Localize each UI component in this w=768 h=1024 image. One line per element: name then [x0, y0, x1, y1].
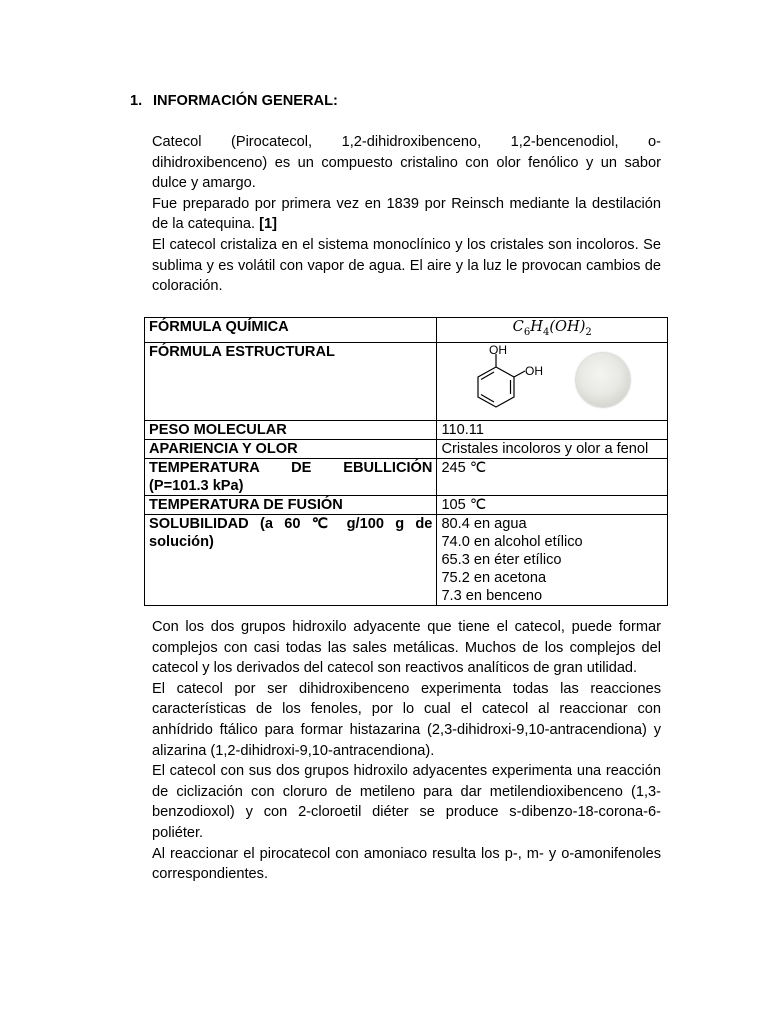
- intro-paragraph-1: Catecol (Pirocatecol, 1,2-dihidroxibenceno, 1,2-bencenodiol, o-dihidroxibenceno) es un compuesto cristalino con olor fenólico y un sabor dulce y amargo.: [152, 134, 661, 192]
- formula-h-sub: 4: [542, 326, 550, 338]
- double-bond: [481, 372, 494, 380]
- melting-value: 105 ℃: [437, 495, 668, 514]
- formula-value: [437, 318, 668, 343]
- table-row: [145, 458, 668, 495]
- oh-bond-right: [514, 371, 525, 377]
- solubility-item: 80.4 en agua: [441, 515, 527, 532]
- solubility-item: 75.2 en acetona: [441, 569, 547, 586]
- mw-value: 110.11: [437, 420, 668, 439]
- formula-oh-sub: 2: [585, 326, 592, 338]
- structure-cell: [437, 342, 668, 420]
- appearance-label: APARIENCIA Y OLOR: [145, 439, 437, 458]
- body-paragraph-3: El catecol con sus dos grupos hidroxilo adyacentes experimenta una reacción de ciclización con cloruro de metileno para dar metilendioxibenceno (1,3-benzodioxol) y con 2-cloroetil diéter se produce s-dibenzo-18-corona-6-poliéter.: [152, 763, 661, 841]
- powder-sample-image: [576, 353, 630, 407]
- solubility-values: [437, 514, 668, 605]
- table-row: [145, 342, 668, 420]
- intro-paragraph-3: El catecol cristaliza en el sistema monoclínico y los cristales son incoloros. Se sublima y es volátil con vapor de agua. El aire y la luz le provocan cambios de coloración.: [152, 236, 661, 295]
- solubility-item: 65.3 en éter etílico: [441, 551, 562, 568]
- body-paragraph-1: Con los dos grupos hidroxilo adyacente que tiene el catecol, puede formar complejos con casi todas las sales metálicas. Muchos de los complejos del catecol y los derivados del catecol son reactivos analíticos de gran utilidad.: [152, 619, 661, 677]
- solubility-item: 74.0 en alcohol etílico: [441, 533, 583, 550]
- body-paragraph-4: Al reaccionar el pirocatecol con amoniaco resulta los p-, m- y o-amonifenoles correspondientes.: [152, 845, 661, 883]
- appearance-value: Cristales incoloros y olor a fenol: [437, 439, 668, 458]
- formula-c-sub: 6: [523, 326, 531, 338]
- structure-figure: [441, 343, 663, 420]
- formula-oh: (OH): [549, 318, 586, 335]
- melting-label: TEMPERATURA DE FUSIÓN: [145, 495, 437, 514]
- section-number: 1.: [130, 93, 143, 109]
- double-bond: [481, 394, 494, 402]
- table-row: [145, 420, 668, 439]
- body-block: [152, 617, 661, 885]
- intro-paragraph-2: [152, 194, 661, 235]
- mw-label: PESO MOLECULAR: [145, 420, 437, 439]
- oh-label-top: OH: [489, 344, 508, 357]
- solubility-label: SOLUBILIDAD (a 60 ℃ g/100 g de solución): [145, 514, 437, 605]
- formula-h: H: [530, 318, 543, 335]
- intro-paragraph-2-text: Fue preparado por primera vez en 1839 por Reinsch mediante la destilación de la catequina.: [152, 195, 661, 233]
- intro-block: [152, 132, 661, 297]
- table-row: [145, 514, 668, 605]
- formula-label: FÓRMULA QUÍMICA: [145, 318, 437, 343]
- boiling-value: 245 ℃: [437, 458, 668, 495]
- section-heading: [130, 91, 338, 112]
- table-row: [145, 495, 668, 514]
- section-title: INFORMACIÓN GENERAL:: [153, 93, 338, 109]
- oh-label-right: OH: [525, 363, 544, 378]
- body-paragraph-2: El catecol por ser dihidroxibenceno experimenta todas las reacciones características de los fenoles, por lo cual el catecol al reaccionar con anhídrido ftálico para formar histazarina (2,3-dihidroxi-9,10-antracendiona) y alizarina (1,2-dihidroxi-9,10-antracendiona).: [152, 680, 661, 759]
- formula-c: C: [512, 318, 524, 335]
- boiling-label: TEMPERATURA DE EBULLICIÓN (P=101.3 kPa): [145, 458, 437, 495]
- benzene-ring: [478, 367, 514, 407]
- properties-table: [144, 317, 668, 606]
- citation-ref: [1]: [259, 216, 277, 233]
- table-row: [145, 318, 668, 343]
- catechol-structure-diagram: [459, 345, 569, 417]
- structure-label: FÓRMULA ESTRUCTURAL: [145, 342, 437, 420]
- solubility-item: 7.3 en benceno: [441, 587, 543, 604]
- table-row: [145, 439, 668, 458]
